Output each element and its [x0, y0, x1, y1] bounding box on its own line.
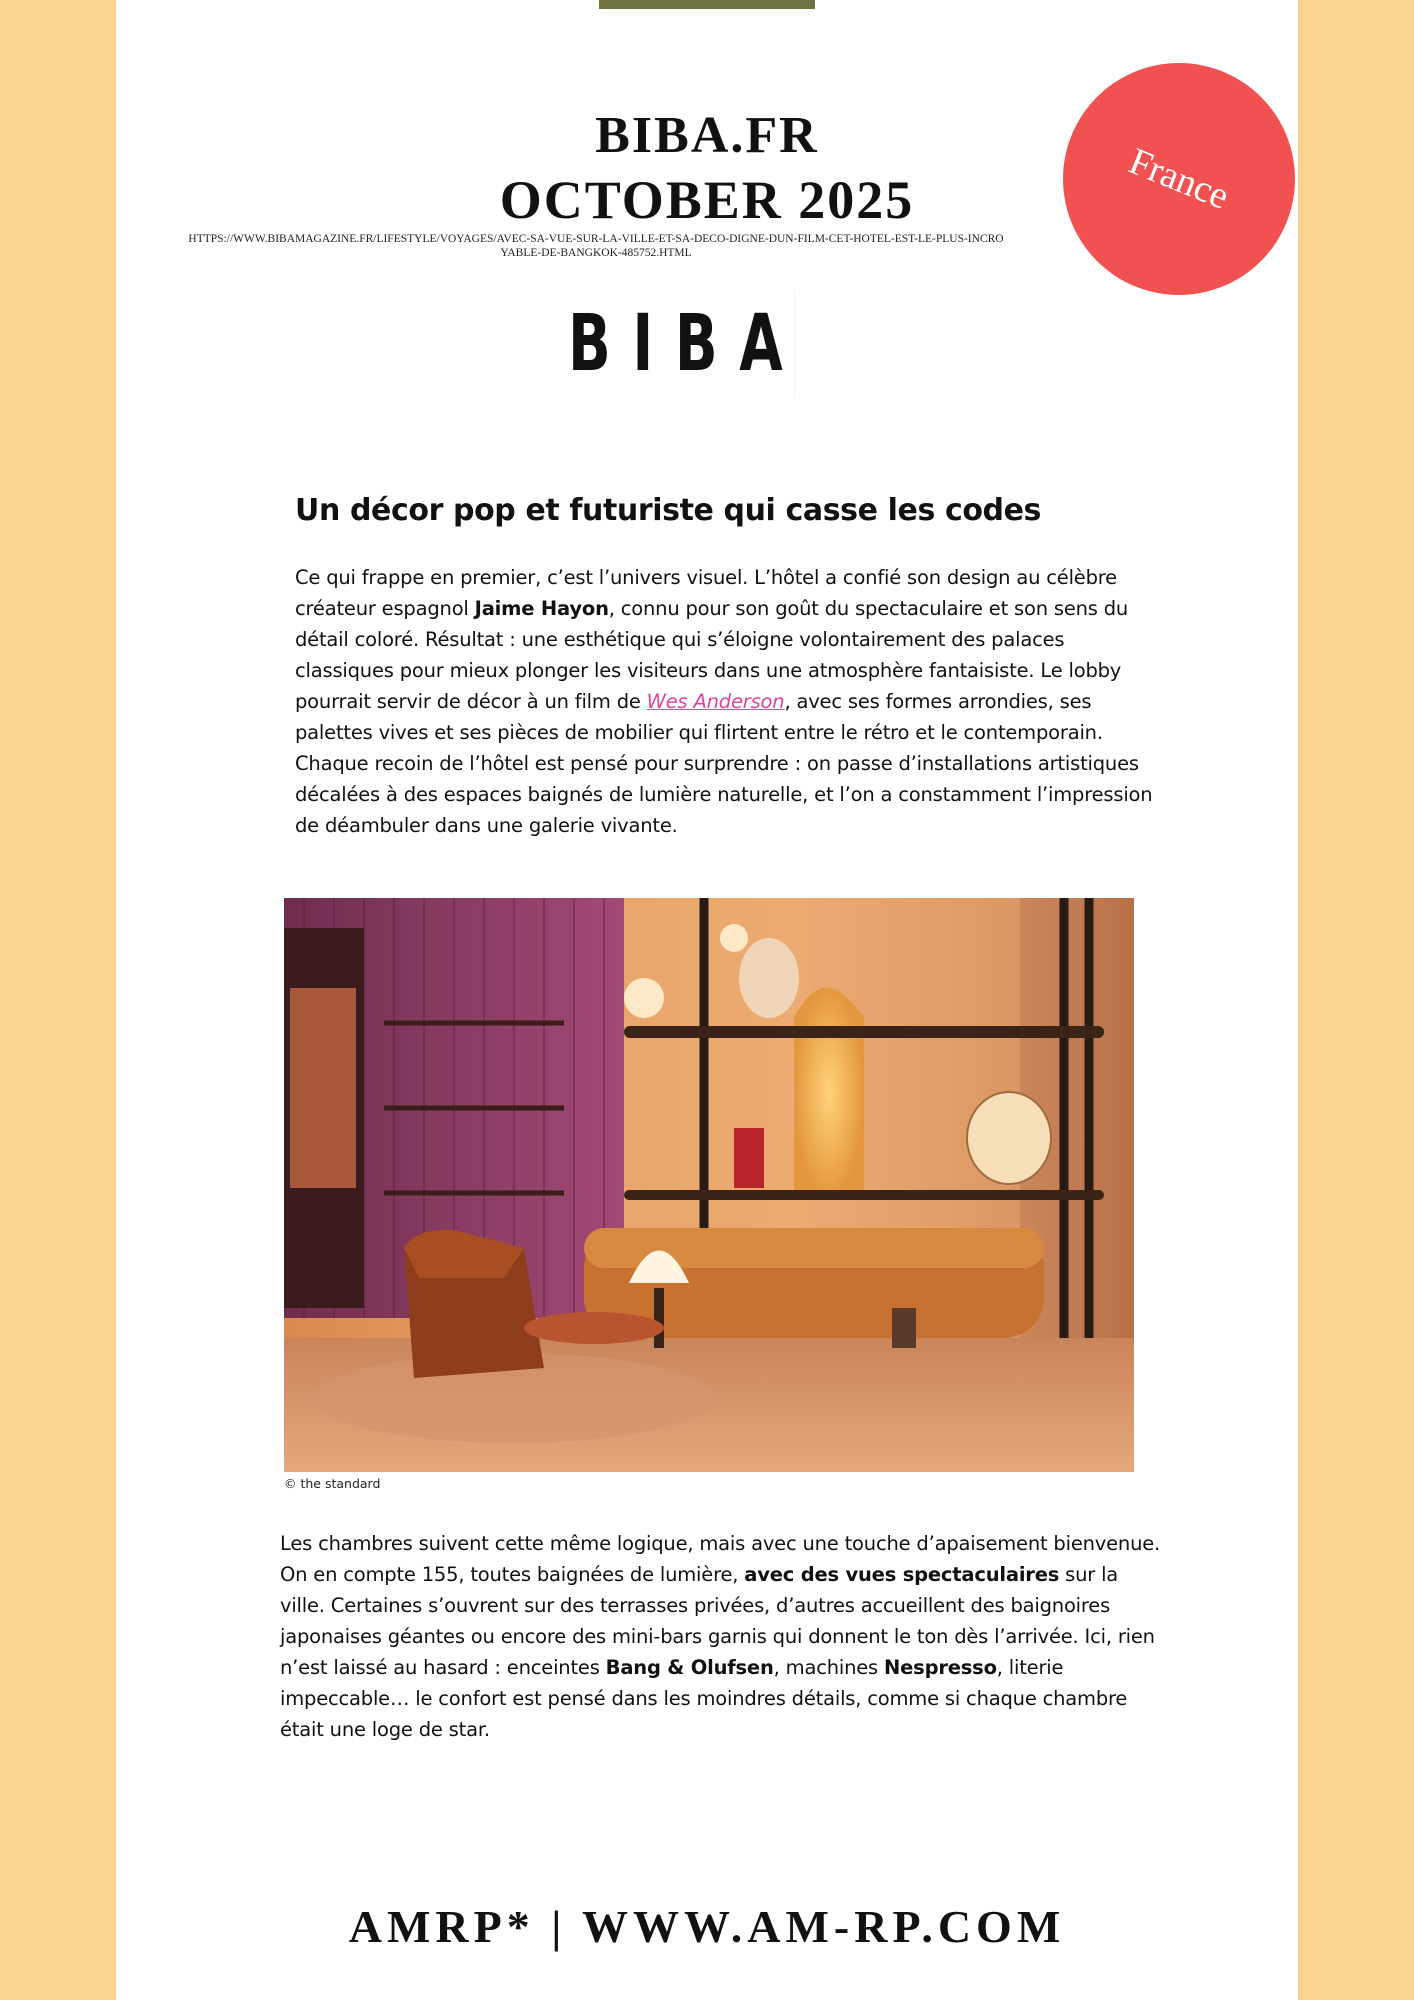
photo-credit: © the standard — [284, 1476, 381, 1491]
text-run: , connu pour son goût du spectaculaire et son sens du détail coloré. Résultat : une esthétique qui s’éloigne volontairement des palaces classiques pour mieux plonger les visiteurs dans une atmosphère fantaisiste. Le lobby pourrait servir de décor à un film de — [295, 597, 1129, 713]
article-paragraph-1 — [295, 562, 1165, 841]
text-run: sur la ville. Certaines s’ouvrent sur des terrasses privées, d’autres accueillent des baignoires japonaises géantes ou encore des mini-bars garnis qui donnent le ton dès l’arrivée. Ici, rien n’est laissé au hasard : enceintes — [280, 1563, 1155, 1679]
biba-logo: BIBA — [578, 292, 795, 396]
clipping-page — [116, 0, 1298, 2000]
article-paragraph-2 — [280, 1528, 1162, 1745]
top-accent-bar — [599, 0, 815, 9]
source-url: HTTPS://WWW.BIBAMAGAZINE.FR/LIFESTYLE/VOYAGES/AVEC-SA-VUE-SUR-LA-VILLE-ET-SA-DECO-DIGNE-DUN-FILM-CET-HOTEL-EST-LE-PLUS-INCROYABLE-DE-BANGKOK-485752.HTML — [188, 233, 1004, 259]
lobby-photo — [284, 898, 1134, 1472]
bold-bang-olufsen: Bang & Olufsen — [605, 1656, 774, 1679]
bold-views: avec des vues spectaculaires — [744, 1563, 1060, 1586]
text-run: Les chambres suivent cette même logique, mais avec une touche d’apaisement bienvenue. On en compte 155, toutes baignées de lumière, — [280, 1532, 1161, 1586]
country-label: France — [1123, 140, 1235, 218]
text-run: , literie impeccable… le confort est pensé dans les moindres détails, comme si chaque chambre était une loge de star. — [280, 1656, 1128, 1741]
article-heading: Un décor pop et futuriste qui casse les codes — [295, 493, 1042, 528]
footer-agency: AMRP* | WWW.AM-RP.COM — [348, 1901, 1066, 1952]
issue-date: OCTOBER 2025 — [499, 170, 915, 230]
outlet-name: BIBA.FR — [595, 107, 819, 164]
bold-nespresso: Nespresso — [884, 1656, 997, 1679]
country-badge — [1063, 63, 1295, 295]
wes-anderson-link[interactable]: Wes Anderson — [646, 690, 785, 713]
text-run: , machines — [773, 1656, 885, 1679]
bold-designer-name: Jaime Hayon — [474, 597, 609, 620]
text-run: , avec ses formes arrondies, ses palettes vives et ses pièces de mobilier qui flirtent entre le rétro et le contemporain. Chaque recoin de l’hôtel est pensé pour surprendre : on passe d’installations artistiques décalées à des espaces baignés de lumière naturelle, et l’on a constamment l’impression de déambuler dans une galerie vivante. — [295, 690, 1153, 837]
text-run: Ce qui frappe en premier, c’est l’univers visuel. L’hôtel a confié son design au célèbre créateur espagnol — [295, 566, 1117, 620]
